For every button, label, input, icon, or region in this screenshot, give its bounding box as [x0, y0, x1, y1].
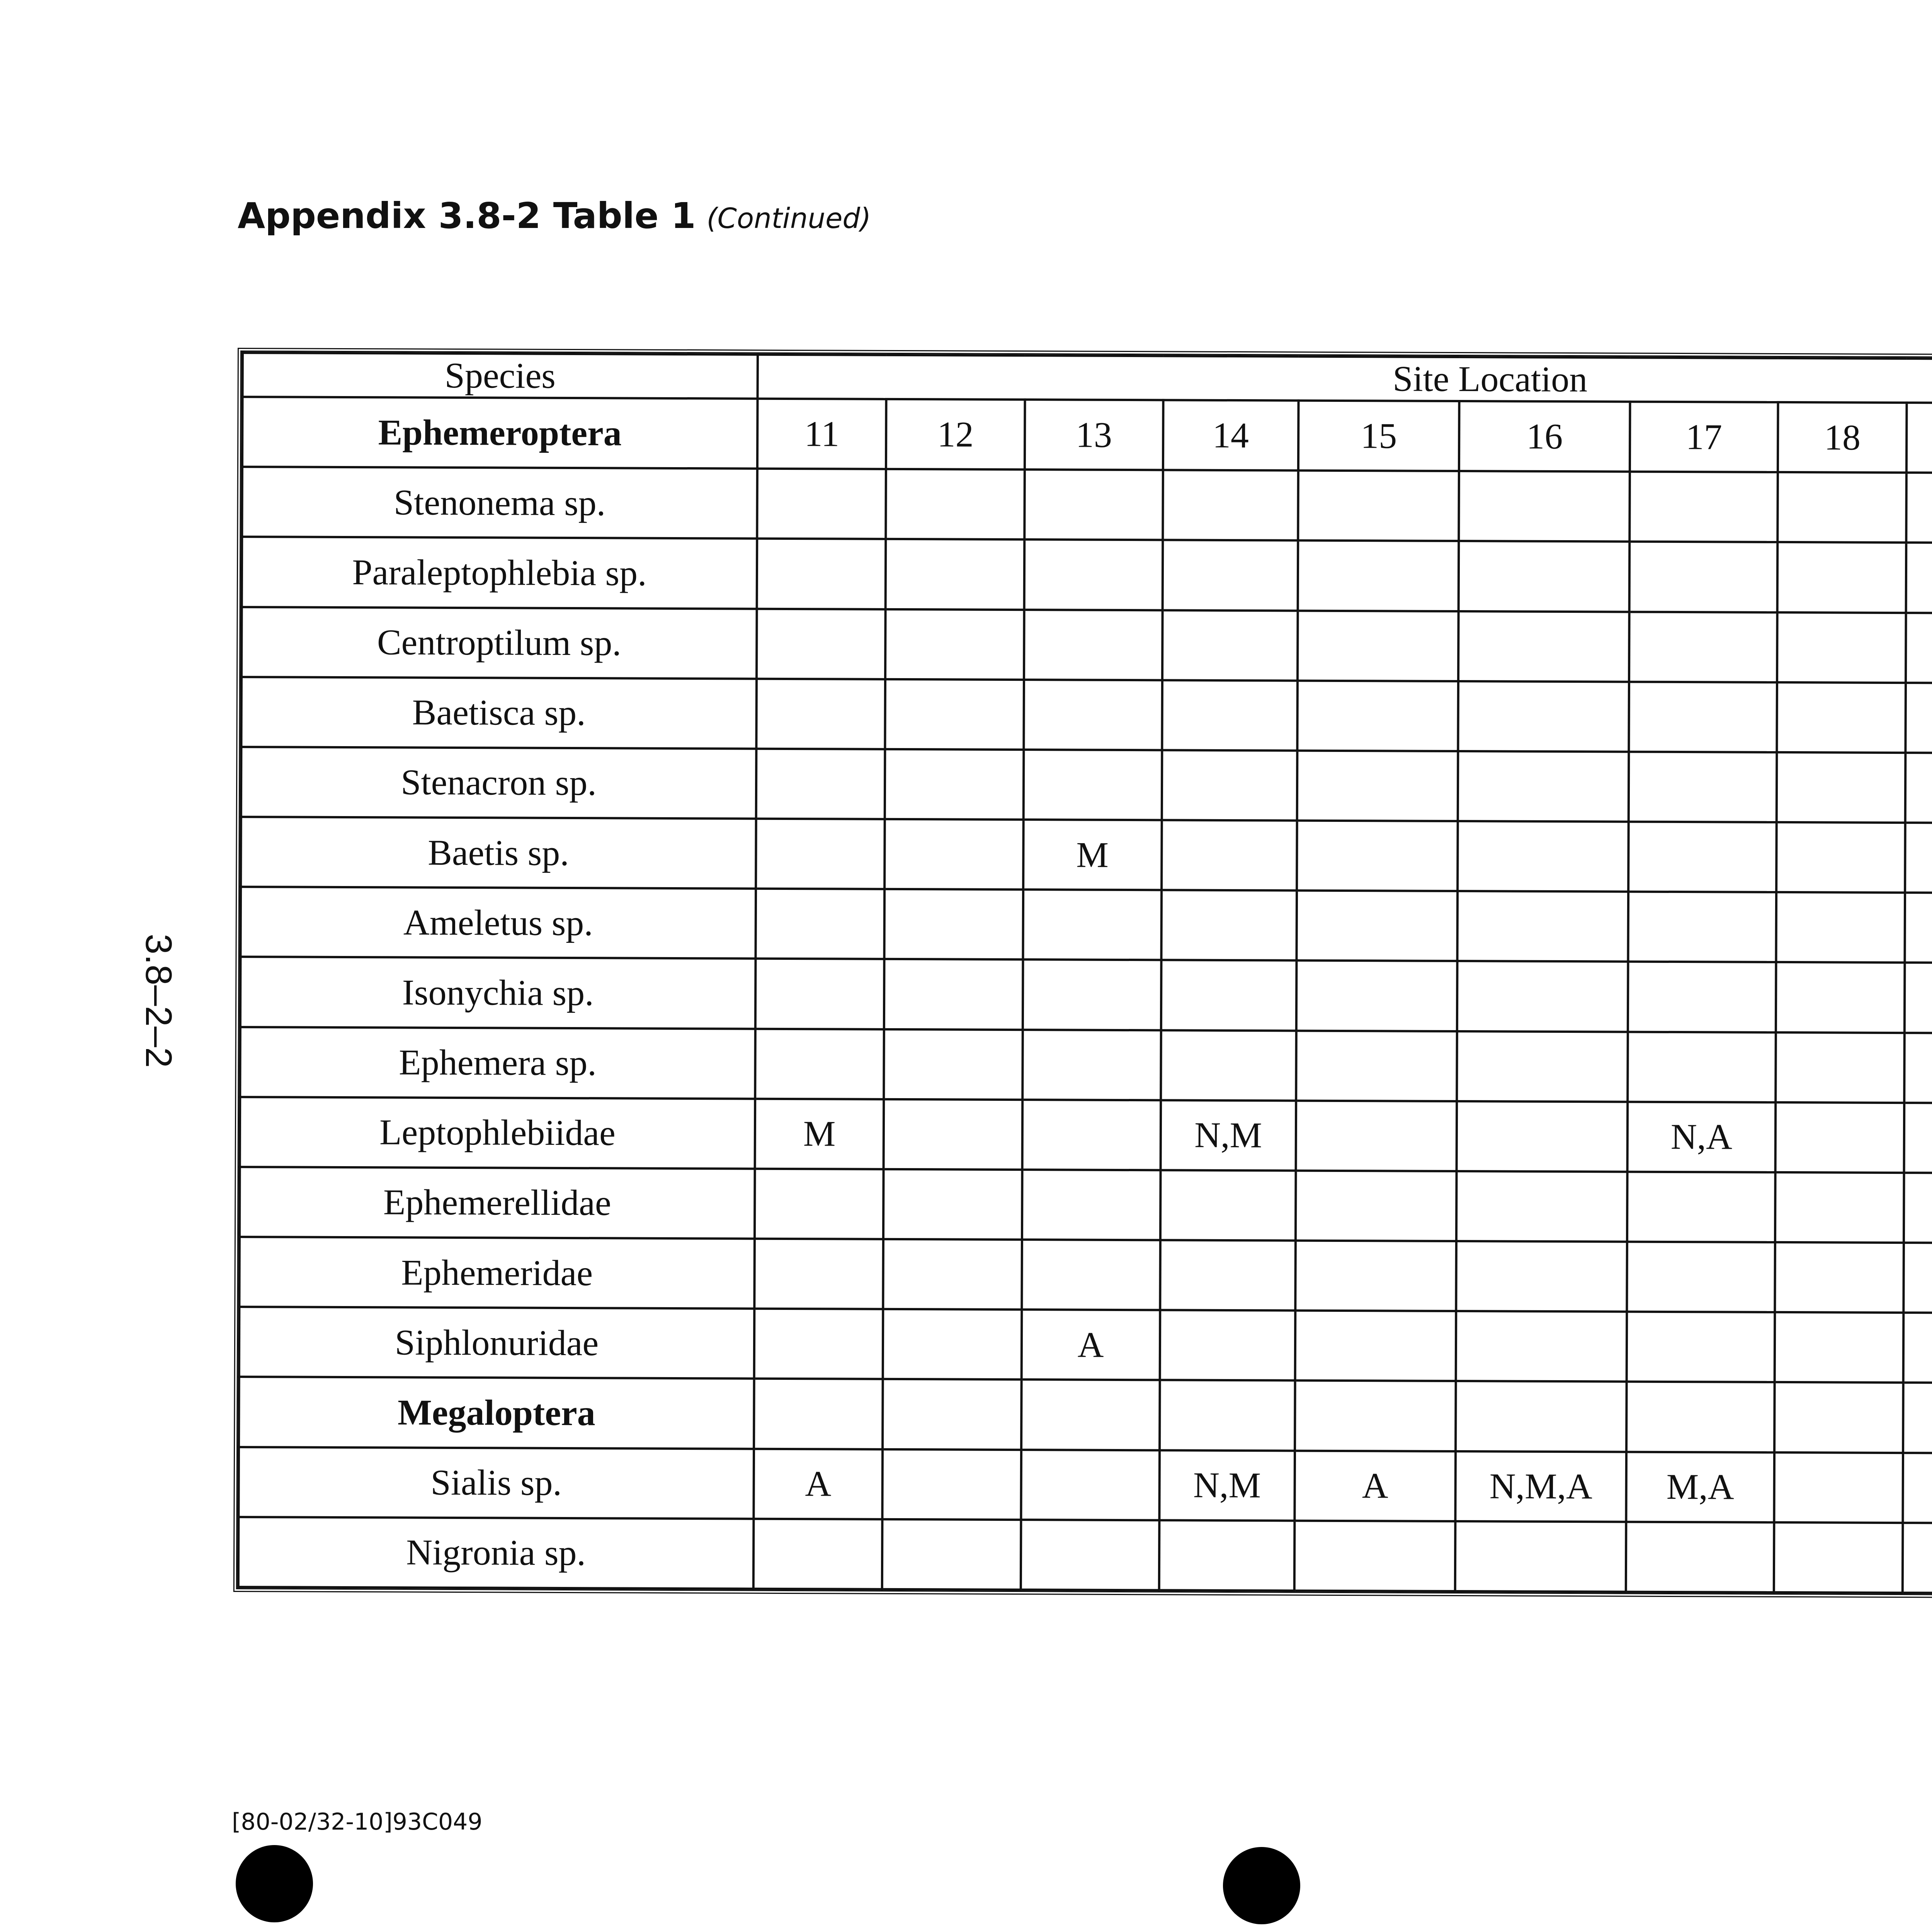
- table-cell: [1024, 539, 1163, 610]
- table-cell: [1021, 1380, 1160, 1450]
- table-cell: [1022, 1170, 1161, 1240]
- table-cell: [1298, 541, 1459, 611]
- table-cell: [884, 1099, 1022, 1170]
- table-row: [242, 537, 1932, 614]
- table-cell: [1776, 822, 1905, 893]
- species-label: Siphlonuridae: [239, 1307, 755, 1379]
- table-cell: [1162, 540, 1298, 611]
- table-cell: [1021, 1450, 1160, 1520]
- punch-hole-left: [236, 1845, 313, 1922]
- group-label: Megaloptera: [239, 1377, 754, 1449]
- species-label: Nigronia sp.: [238, 1517, 754, 1589]
- table-cell: [1776, 892, 1905, 963]
- table-cell: [885, 749, 1024, 820]
- table-cell: [1023, 889, 1162, 960]
- table-cell: [1904, 1103, 1932, 1173]
- species-label: Centroptilum sp.: [242, 607, 757, 679]
- table-cell: [1776, 1032, 1905, 1102]
- table-row: [238, 1447, 1932, 1524]
- table-row: [241, 677, 1932, 754]
- table-cell: [1906, 683, 1932, 753]
- table-cell: [1020, 1520, 1159, 1590]
- table-cell: [883, 1239, 1022, 1310]
- table-cell: [753, 1519, 883, 1589]
- table-cell: [1295, 1311, 1456, 1381]
- table-cell: [1458, 611, 1629, 682]
- table-cell: [1297, 750, 1458, 821]
- table-cell: [1457, 961, 1628, 1032]
- table-cell: [1905, 823, 1932, 893]
- table-row: [242, 607, 1932, 684]
- table-cell: [1161, 960, 1297, 1031]
- table-cell: [1160, 1380, 1295, 1451]
- table-cell: [1022, 1100, 1161, 1170]
- table-cell: [1628, 892, 1776, 963]
- table-cell: [1774, 1452, 1903, 1522]
- species-label: Ephemeridae: [239, 1237, 755, 1309]
- table-cell: [883, 1449, 1021, 1519]
- table-cell: [755, 1029, 884, 1099]
- table-cell: [1776, 962, 1905, 1032]
- table-cell: [1456, 1381, 1626, 1452]
- site-number: 17: [1630, 402, 1778, 473]
- table-cell: [756, 889, 885, 959]
- table-cell: [883, 1379, 1021, 1449]
- table-cell: [1456, 1311, 1627, 1382]
- table-cell: [754, 1379, 883, 1449]
- table-cell: [1022, 959, 1161, 1030]
- table-cell: [1297, 680, 1458, 751]
- table-cell: [1626, 1522, 1774, 1592]
- table-cell: [1458, 751, 1629, 822]
- table-cell: [1774, 1522, 1903, 1593]
- group-label: Ephemeroptera: [242, 397, 758, 469]
- table-cell: [1776, 1102, 1905, 1173]
- table-cell: [1903, 1523, 1932, 1593]
- table-cell: [1162, 610, 1298, 680]
- site-location-header: Site Location: [758, 355, 1932, 404]
- table-cell: [1297, 821, 1458, 891]
- table-row: [240, 1097, 1932, 1174]
- site-number: 16: [1459, 401, 1630, 472]
- table-cell: [1296, 961, 1458, 1031]
- table-cell: [1903, 1383, 1932, 1453]
- table-cell: [1298, 611, 1459, 681]
- table-cell: [1629, 682, 1777, 752]
- site-number: 13: [1025, 400, 1163, 470]
- table-cell: [1906, 613, 1932, 683]
- table-row: [239, 1307, 1932, 1384]
- site-number: 18: [1778, 402, 1907, 473]
- table-cell: [1458, 821, 1628, 892]
- table-cell: [884, 889, 1023, 959]
- table-cell: [1775, 1242, 1904, 1313]
- table-cell: A: [1294, 1451, 1456, 1521]
- site-number: 15: [1298, 401, 1459, 471]
- table-cell: [1459, 541, 1629, 612]
- table-cell: [884, 819, 1023, 889]
- title-text: Appendix 3.8-2 Table 1: [238, 195, 696, 236]
- continued-note: (Continued): [706, 202, 871, 235]
- species-label: Ephemera sp.: [240, 1027, 755, 1099]
- site-number: [1906, 403, 1932, 473]
- table-cell: [756, 749, 885, 819]
- species-table-frame: [233, 348, 1932, 1599]
- species-label: Baetisca sp.: [241, 677, 757, 749]
- species-label: Ameletus sp.: [240, 887, 756, 959]
- table-body: [238, 397, 1932, 1594]
- table-row: [242, 467, 1932, 544]
- table-row: [240, 1167, 1932, 1244]
- table-cell: [882, 1519, 1021, 1590]
- table-cell: [1024, 610, 1163, 680]
- table-cell: [1457, 1101, 1628, 1172]
- table-cell: [1162, 680, 1298, 750]
- table-cell: [1629, 612, 1777, 682]
- table-cell: [1024, 469, 1163, 540]
- species-label: Leptophlebiidae: [240, 1097, 755, 1169]
- table-cell: [1459, 471, 1630, 542]
- table-cell: [885, 609, 1024, 679]
- table-cell: [1296, 1100, 1457, 1171]
- table-cell: [1295, 1241, 1456, 1311]
- species-label: Stenonema sp.: [242, 467, 757, 539]
- table-cell: [755, 959, 884, 1029]
- table-cell: [886, 469, 1025, 539]
- species-label: Baetis sp.: [241, 817, 756, 889]
- species-table: [237, 352, 1932, 1595]
- table-row: [240, 887, 1932, 964]
- table-cell: [754, 1239, 883, 1309]
- table-cell: [1457, 1031, 1628, 1102]
- table-cell: [1627, 1172, 1776, 1242]
- table-cell: [1161, 1030, 1296, 1100]
- table-cell: [1162, 820, 1297, 890]
- species-label: Paraleptophlebia sp.: [242, 537, 757, 609]
- table-cell: [756, 819, 885, 889]
- table-cell: N,M: [1159, 1450, 1295, 1520]
- document-code: [80-02/32-10]93C049: [232, 1808, 483, 1835]
- table-cell: N,M,A: [1456, 1451, 1626, 1522]
- table-cell: [1903, 1453, 1932, 1523]
- table-cell: [1629, 542, 1778, 612]
- table-cell: [1628, 962, 1776, 1032]
- species-label: Sialis sp.: [238, 1447, 754, 1519]
- table-cell: [1904, 1243, 1932, 1313]
- table-cell: [883, 1169, 1022, 1240]
- table-cell: [1022, 1240, 1160, 1310]
- table-cell: [884, 959, 1023, 1029]
- table-cell: [756, 679, 885, 749]
- table-cell: M,A: [1626, 1452, 1774, 1522]
- table-cell: [1022, 1030, 1161, 1100]
- table-cell: [1628, 1032, 1776, 1102]
- table-cell: [1906, 543, 1932, 613]
- table-cell: [1295, 1381, 1456, 1451]
- table-cell: [1159, 1520, 1295, 1590]
- table-cell: [1777, 472, 1906, 543]
- table-cell: [1023, 750, 1162, 820]
- table-group-row: [239, 1377, 1932, 1454]
- table-cell: [1629, 752, 1777, 822]
- table-cell: [1160, 1170, 1296, 1240]
- table-row: [240, 957, 1932, 1034]
- site-number: 14: [1163, 400, 1299, 470]
- punch-hole-center: [1223, 1847, 1300, 1924]
- table-cell: [1629, 472, 1778, 543]
- table-cell: [1775, 1312, 1904, 1383]
- table-cell: M: [1023, 820, 1162, 890]
- table-cell: [757, 539, 886, 609]
- table-cell: [1162, 750, 1298, 820]
- table-cell: [1456, 1171, 1627, 1242]
- table-row: [238, 1517, 1932, 1594]
- page-title: [238, 195, 871, 236]
- table-group-row: [242, 397, 1932, 474]
- table-cell: [1160, 1240, 1296, 1310]
- table-row: [241, 747, 1932, 824]
- table-cell: [1904, 1173, 1932, 1243]
- species-column-header: Species: [243, 353, 758, 399]
- table-cell: [754, 1309, 883, 1379]
- table-cell: [883, 1309, 1022, 1379]
- table-cell: [1627, 1242, 1775, 1313]
- table-cell: [1777, 682, 1906, 753]
- site-number: 12: [886, 399, 1025, 469]
- table-header-row: [243, 353, 1932, 404]
- table-cell: [1905, 753, 1932, 823]
- table-cell: [1298, 471, 1459, 541]
- table-cell: [1296, 1031, 1457, 1101]
- table-cell: [1627, 1312, 1775, 1383]
- table-cell: [1628, 822, 1777, 893]
- table-cell: N,M: [1160, 1100, 1296, 1170]
- table-cell: N,A: [1628, 1102, 1776, 1172]
- table-cell: [1456, 1241, 1627, 1312]
- table-cell: [1455, 1521, 1626, 1592]
- table-cell: [1775, 1172, 1904, 1243]
- table-cell: [1777, 542, 1906, 612]
- table-cell: [884, 1029, 1023, 1099]
- table-cell: [1294, 1520, 1456, 1591]
- table-cell: [755, 1169, 884, 1239]
- table-cell: [886, 539, 1024, 609]
- table-cell: [1024, 680, 1162, 750]
- side-page-number: 3.8–2–2: [138, 934, 179, 1068]
- table-cell: [1163, 470, 1298, 541]
- table-cell: [1458, 681, 1629, 752]
- table-row: [241, 817, 1932, 894]
- site-number: 11: [757, 399, 886, 469]
- table-cell: [1906, 473, 1932, 543]
- table-row: [240, 1027, 1932, 1104]
- table-cell: [1774, 1382, 1903, 1452]
- table-cell: [885, 679, 1024, 750]
- species-label: Isonychia sp.: [240, 957, 756, 1029]
- table-cell: [1161, 890, 1297, 961]
- table-cell: [1626, 1382, 1775, 1452]
- table-cell: [1905, 893, 1932, 963]
- table-cell: [1903, 1313, 1932, 1383]
- table-cell: [1160, 1310, 1296, 1381]
- table-cell: [1777, 752, 1906, 823]
- table-cell: [1296, 1170, 1457, 1241]
- table-row: [239, 1237, 1932, 1314]
- species-label: Ephemerellidae: [240, 1167, 755, 1239]
- table-cell: [757, 609, 886, 679]
- table-cell: [1458, 891, 1628, 962]
- table-cell: [1777, 612, 1906, 682]
- table-cell: [1905, 963, 1932, 1033]
- table-cell: A: [754, 1449, 883, 1519]
- table-cell: A: [1021, 1310, 1160, 1380]
- table-cell: [1905, 1033, 1932, 1103]
- table-cell: [1296, 891, 1458, 961]
- species-label: Stenacron sp.: [241, 747, 757, 819]
- table-cell: M: [755, 1099, 884, 1169]
- table-cell: [757, 469, 886, 539]
